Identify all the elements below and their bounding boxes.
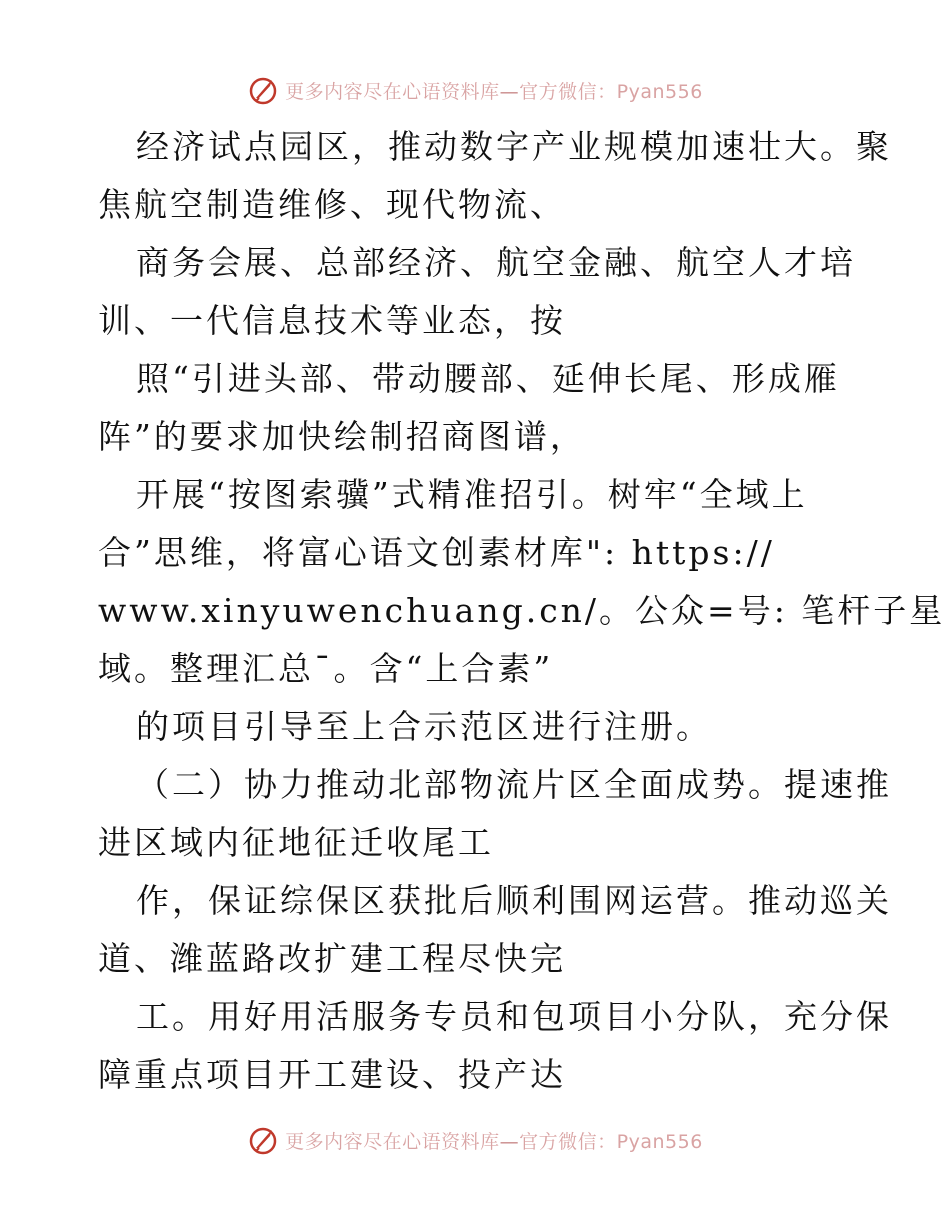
text-line: 的项目引导至上合示范区进行注册。 — [136, 707, 712, 746]
text-line: 照“引进头部、带动腰部、延伸长尾、形成雁 — [136, 359, 840, 398]
text-line: 焦航空制造维修、现代物流、 — [98, 185, 566, 224]
text-line: 商务会展、总部经济、航空金融、航空人才培 — [136, 243, 856, 282]
quill-logo-icon — [247, 74, 279, 106]
text-line: 道、潍蓝路改扩建工程尽快完 — [98, 939, 566, 978]
text-line: 工。用好用活服务专员和包项目小分队，充分保 — [136, 997, 892, 1036]
text-line: （二）协力推动北部物流片区全面成势。提速推 — [136, 765, 892, 804]
quill-logo-icon — [247, 1124, 279, 1156]
footer-banner-text: 更多内容尽在心语资料库—官方微信：Pyan556 — [285, 1130, 703, 1153]
text-line: 经济试点园区，推动数字产业规模加速壮大。聚 — [136, 127, 892, 166]
header-banner-text: 更多内容尽在心语资料库—官方微信：Pyan556 — [285, 80, 703, 103]
text-line: 域。整理汇总¯。含“上合素” — [98, 649, 554, 688]
text-line: 阵”的要求加快绘制招商图谱， — [98, 417, 586, 456]
text-line: 训、一代信息技术等业态，按 — [98, 301, 566, 340]
text-line: 进区域内征地征迁收尾工 — [98, 823, 494, 862]
body-text — [98, 118, 946, 1104]
text-line: www.xinyuwenchuang.cn/。公众=号: 笔杆子星 — [98, 591, 946, 630]
text-line: 开展“按图索骥”式精准招引。树牢“全域上 — [136, 475, 808, 514]
text-line: 作，保证综保区获批后顺利围网运营。推动巡关 — [136, 881, 892, 920]
text-line: 合”思维，将富心语文创素材库": https:// — [98, 533, 775, 572]
footer-banner — [0, 1120, 950, 1160]
text-line: 障重点项目开工建设、投产达 — [98, 1055, 566, 1094]
header-banner — [0, 70, 950, 110]
